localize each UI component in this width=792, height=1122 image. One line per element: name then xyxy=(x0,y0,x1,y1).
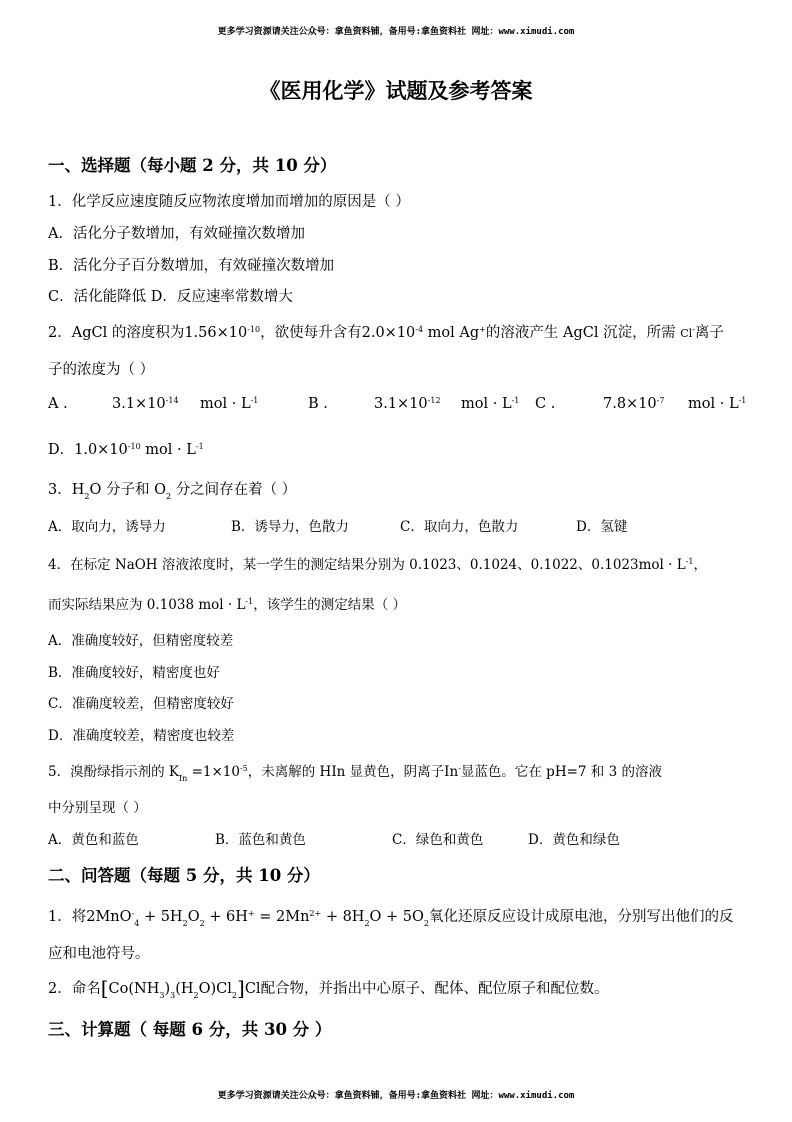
q2-b-exp: -12 xyxy=(427,396,441,405)
q3-option-c: C．取向力，色散力 xyxy=(400,519,519,535)
q5-text-c: ，未离解的 HIn 显黄色，阴离子 xyxy=(247,764,445,780)
page-title: 《医用化学》试题及参考答案 xyxy=(259,78,533,103)
q5-option-a: A．黄色和蓝色 xyxy=(48,832,139,848)
q7-sub-2a: 2 xyxy=(193,991,199,1000)
q3-h: H xyxy=(71,482,85,498)
q2-a-val: 3.1×10 xyxy=(112,396,166,412)
qa-question-1-line1 xyxy=(48,905,734,928)
q2-d-unit: mol · L xyxy=(140,442,196,458)
q4-uexp: -1 xyxy=(685,557,694,566)
q2-d-exp: -10 xyxy=(127,442,141,451)
section-heading-choice: 一、选择题（每小题 2 分，共 10 分） xyxy=(48,156,337,175)
q2-b-val: 3.1×10 xyxy=(374,396,428,412)
q6-eq-h: + 6H xyxy=(209,909,248,925)
q2-c-unit: mol · L xyxy=(688,396,739,412)
q6-5o2-sub: 2 xyxy=(423,919,430,928)
q5-kin-sub: In xyxy=(178,774,188,783)
q2-d-val: D．1.0×10 xyxy=(48,442,128,458)
q2-option-d xyxy=(48,438,204,459)
q7-text-a: 2．命名 xyxy=(48,981,101,997)
q4-text-2b: ，该学生的测定结果（ ） xyxy=(253,597,407,613)
q2-option-c-label: C . xyxy=(535,396,556,412)
q4-comma: ， xyxy=(693,557,708,573)
q2-text-6: 离子 xyxy=(694,325,724,341)
q6-eq-mno: 2MnO xyxy=(86,909,132,925)
q2-cl: Cl xyxy=(680,327,693,340)
q4-option-c: C．准确度较差，但精密度较好 xyxy=(48,696,234,712)
q2-d-uexp: -1 xyxy=(195,442,204,451)
q2-c-exp: -7 xyxy=(656,396,665,405)
q2-b-unit: mol · L xyxy=(461,396,512,412)
q6-h2-sub: 2 xyxy=(182,919,188,928)
q5-ion: In xyxy=(444,764,459,780)
header-banner: 更多学习资源请关注公众号：拿鱼资料铺，备用号:拿鱼资料社 网址：www.ximudi.com xyxy=(217,27,575,37)
q2-text-3: mol Ag xyxy=(423,325,480,341)
q4-option-d: D．准确度较差，精密度也较差 xyxy=(48,728,235,744)
q2-exp-3: + xyxy=(479,325,486,334)
q2-b-uexp: -1 xyxy=(511,396,520,405)
q7-f-ocl: O)Cl xyxy=(198,981,232,997)
q4-unit: mol · L xyxy=(638,557,686,573)
q6-eq-mn: = 2Mn xyxy=(259,909,310,925)
question-1-options-cd: C．活化能降低 D．反应速率常数增大 xyxy=(48,289,293,305)
question-5-line1 xyxy=(48,760,662,783)
q7-sub-2b: 2 xyxy=(231,991,238,1000)
q6-eq-h2o2: + 5H xyxy=(143,909,183,925)
q6-eq-8h: + 8H xyxy=(325,909,365,925)
question-4-line1 xyxy=(48,553,707,573)
left-bracket: [ xyxy=(100,976,109,1000)
q2-text-2: ，欲使每升含有2.0×10 xyxy=(260,325,416,341)
question-3-stem xyxy=(48,478,296,501)
q5-text-a: 5．溴酚绿指示剂的 K xyxy=(48,764,179,780)
q7-sub-3a: 3 xyxy=(159,991,165,1000)
q2-c-uexp: -1 xyxy=(738,396,747,405)
q5-exp: -5 xyxy=(239,764,248,773)
q2-option-b-unit xyxy=(461,396,519,412)
q6-mno-sub: 4 xyxy=(134,919,140,928)
q2-option-c-value xyxy=(603,396,664,412)
q4-option-a: A．准确度较好，但精密度较差 xyxy=(48,633,234,649)
q2-option-c-unit xyxy=(688,396,746,412)
q2-option-a-label: A . xyxy=(48,396,68,412)
q2-exp-1: -10 xyxy=(247,325,261,334)
q6-text-a: 1．将 xyxy=(48,909,87,925)
q3-option-a: A．取向力，诱导力 xyxy=(48,519,166,535)
q2-option-b-label: B . xyxy=(308,396,328,412)
qa-question-1-line2: 应和电池符号。 xyxy=(48,946,150,962)
q7-f-h: (H xyxy=(175,981,194,997)
q2-a-unit: mol · L xyxy=(200,396,251,412)
q5-text-b: =1×10 xyxy=(191,764,240,780)
q5-option-b: B．蓝色和黄色 xyxy=(215,832,306,848)
q6-o2-sub: 2 xyxy=(199,919,205,928)
q5-text-d: 显蓝色。它在 pH=7 和 3 的溶液 xyxy=(460,764,662,780)
q6-eq-5o: O + 5O xyxy=(369,909,424,925)
q3-option-d: D．氢键 xyxy=(576,519,628,535)
q3-option-b: B．诱导力，色散力 xyxy=(231,519,349,535)
section-heading-calc: 三、计算题（ 每题 6 分，共 30 分 ） xyxy=(48,1020,332,1039)
right-bracket: ] xyxy=(237,976,245,1000)
question-2-stem xyxy=(48,321,724,342)
q3-tail: 分之间存在着（ ） xyxy=(175,482,297,498)
question-5-line2: 中分别呈现（ ） xyxy=(48,800,147,816)
q6-h-charge: + xyxy=(247,909,255,918)
question-1-option-b: B．活化分子百分数增加，有效碰撞次数增加 xyxy=(48,258,335,274)
q7-f-co: Co(NH xyxy=(108,981,160,997)
q2-a-uexp: -1 xyxy=(250,396,259,405)
q2-text-4: 的溶液产生 AgCl 沉淀，所需 xyxy=(485,325,676,341)
q4-text-2a: 而实际结果应为 0.1038 xyxy=(48,597,195,613)
q6-mno-charge: - xyxy=(131,909,135,918)
q6-mn-charge: 2+ xyxy=(309,909,322,918)
q5-option-d: D．黄色和绿色 xyxy=(528,832,620,848)
q3-o: O 分子和 O xyxy=(89,482,166,498)
question-1-stem: 1．化学反应速度随反应物浓度增加而增加的原因是（ ） xyxy=(48,194,410,210)
q2-cl-charge: - xyxy=(692,325,695,334)
question-2-line2: 子的浓度为（ ） xyxy=(48,362,155,378)
q6-h2o-sub: 2 xyxy=(364,919,370,928)
q2-exp-2: -4 xyxy=(415,325,424,334)
q4-option-b: B．准确度较好，精密度也好 xyxy=(48,665,220,681)
q3-sub-2b: 2 xyxy=(165,492,172,501)
qa-question-2: 2．命名$[Co(NH_3)_3(H_2O)Cl_2]Cl$配合物，并指出中心原子、配体、配位原子和配位数。 xyxy=(48,976,609,1000)
q2-option-a-value xyxy=(112,396,179,412)
q5-ion-charge: - xyxy=(458,764,461,773)
q2-a-exp: -14 xyxy=(165,396,179,405)
q2-c-val: 7.8×10 xyxy=(603,396,657,412)
q2-option-a-unit xyxy=(200,396,258,412)
q4-text-1: 4．在标定 NaOH 溶液浓度时，某一学生的测定结果分别为 0.1023、0.1024、0.1022、0.1023 xyxy=(48,557,639,573)
q5-option-c: C．绿色和黄色 xyxy=(392,832,484,848)
q2-text-1: 2．AgCl 的溶度积为1.56×10 xyxy=(48,325,248,341)
q7-sub-3b: 3 xyxy=(170,991,176,1000)
q2-option-b-value xyxy=(374,396,441,412)
q7-f-cl: Cl xyxy=(244,981,261,997)
question-4-line2 xyxy=(48,593,406,613)
q3-sub-2: 2 xyxy=(84,492,90,501)
footer-banner: 更多学习资源请关注公众号：拿鱼资料铺，备用号:拿鱼资料社 网址：www.ximudi.com xyxy=(217,1091,575,1101)
q7-text-b: 配合物，并指出中心原子、配体、配位原子和配位数。 xyxy=(260,981,609,997)
question-1-option-a: A．活化分子数增加，有效碰撞次数增加 xyxy=(48,226,305,242)
q3-number: 3． xyxy=(48,482,72,498)
q6-text-b: 氧化还原反应设计成原电池，分别写出他们的反 xyxy=(429,909,734,925)
q4-unit-2: mol · L xyxy=(198,597,246,613)
q6-eq-o: O xyxy=(187,909,200,925)
q4-uexp-2: -1 xyxy=(245,597,254,606)
section-heading-qa: 二、问答题（每题 5 分，共 10 分） xyxy=(48,866,320,885)
